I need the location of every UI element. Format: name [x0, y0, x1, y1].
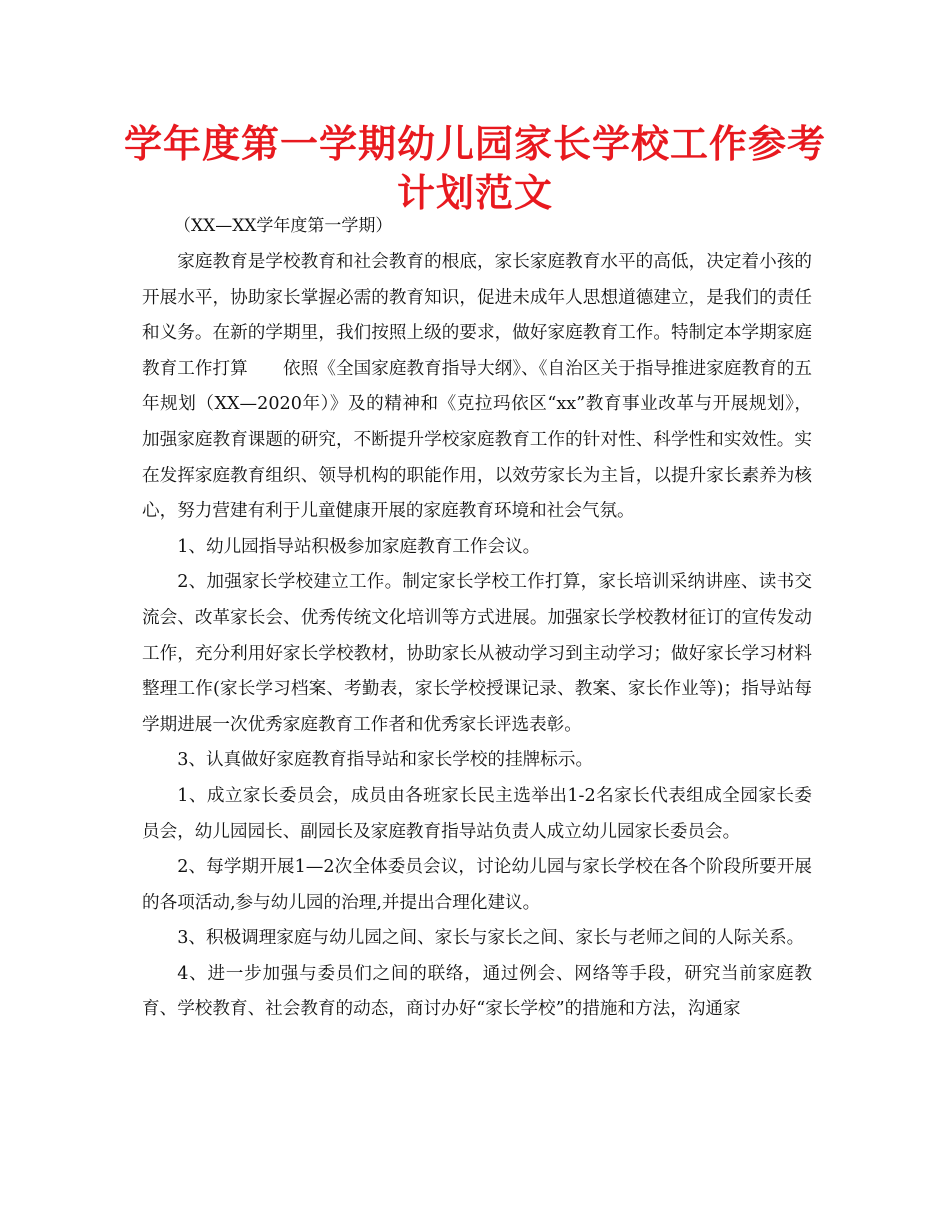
- paragraph-item: 3、认真做好家庭教育指导站和家长学校的挂牌标示。: [177, 750, 594, 771]
- document-subtitle: （XX—XX学年度第一学期）: [174, 216, 393, 236]
- paragraph-intro: 家庭教育是学校教育和社会教育的根底，家长家庭教育水平的高低，决定着小孩的开展水平，协助家长掌握必需的教育知识，促进未成年人思想道德建立，是我们的责任和义务。在新的学期里，我们按照上级的要求，做好家庭教育工作。特制定本学期家庭教育工作打算 依照《全国家庭教育指导大纲》、《自治区关于指导推进家庭教育的五年规划（XX—2020年）》及的精神和《克拉玛依区“xx”教育事业改革与开展规划》，加强家庭教育课题的研究，不断提升学校家庭教育工作的针对性、科学性和实效性。实在发挥家庭教育组织、领导机构的职能作用，以效劳家长为主旨，以提升家长素养为核心，努力营建有利于儿童健康开展的家庭教育环境和社会气氛。: [142, 252, 812, 522]
- paragraph-item: 1、幼儿园指导站积极参加家庭教育工作会议。: [177, 536, 541, 557]
- paragraph-item: 3、积极调理家庭与幼儿园之间、家长与家长之间、家长与老师之间的人际关系。: [177, 928, 805, 949]
- paragraph-item: 1、成立家长委员会，成员由各班家长民主选举出1-2名家长代表组成全园家长委员会，幼儿园园长、副园长及家庭教育指导站负责人成立幼儿园家长委员会。: [142, 785, 812, 842]
- document-body: [142, 245, 812, 1028]
- paragraph-item: 2、加强家长学校建立工作。制定家长学校工作打算，家长培训采纳讲座、读书交流会、改革家长会、优秀传统文化培训等方式进展。加强家长学校教材征订的宣传发动工作，充分利用好家长学校教材，协助家长从被动学习到主动学习；做好家长学习材料整理工作(家长学习档案、考勤表，家长学校授课记录、教案、家长作业等)；指导站每学期进展一次优秀家庭教育工作者和优秀家长评选表彰。: [142, 572, 812, 735]
- document-title: 学年度第一学期幼儿园家长学校工作参考计划范文: [123, 122, 826, 215]
- paragraph-item: 2、每学期开展1—2次全体委员会议，讨论幼儿园与家长学校在各个阶段所要开展的各项活动,参与幼儿园的治理,并提出合理化建议。: [142, 857, 812, 913]
- paragraph-item: 4、进一步加强与委员们之间的联络，通过例会、网络等手段，研究当前家庭教育、学校教育、社会教育的动态，商讨办好“家长学校”的措施和方法，沟通家: [142, 963, 812, 1020]
